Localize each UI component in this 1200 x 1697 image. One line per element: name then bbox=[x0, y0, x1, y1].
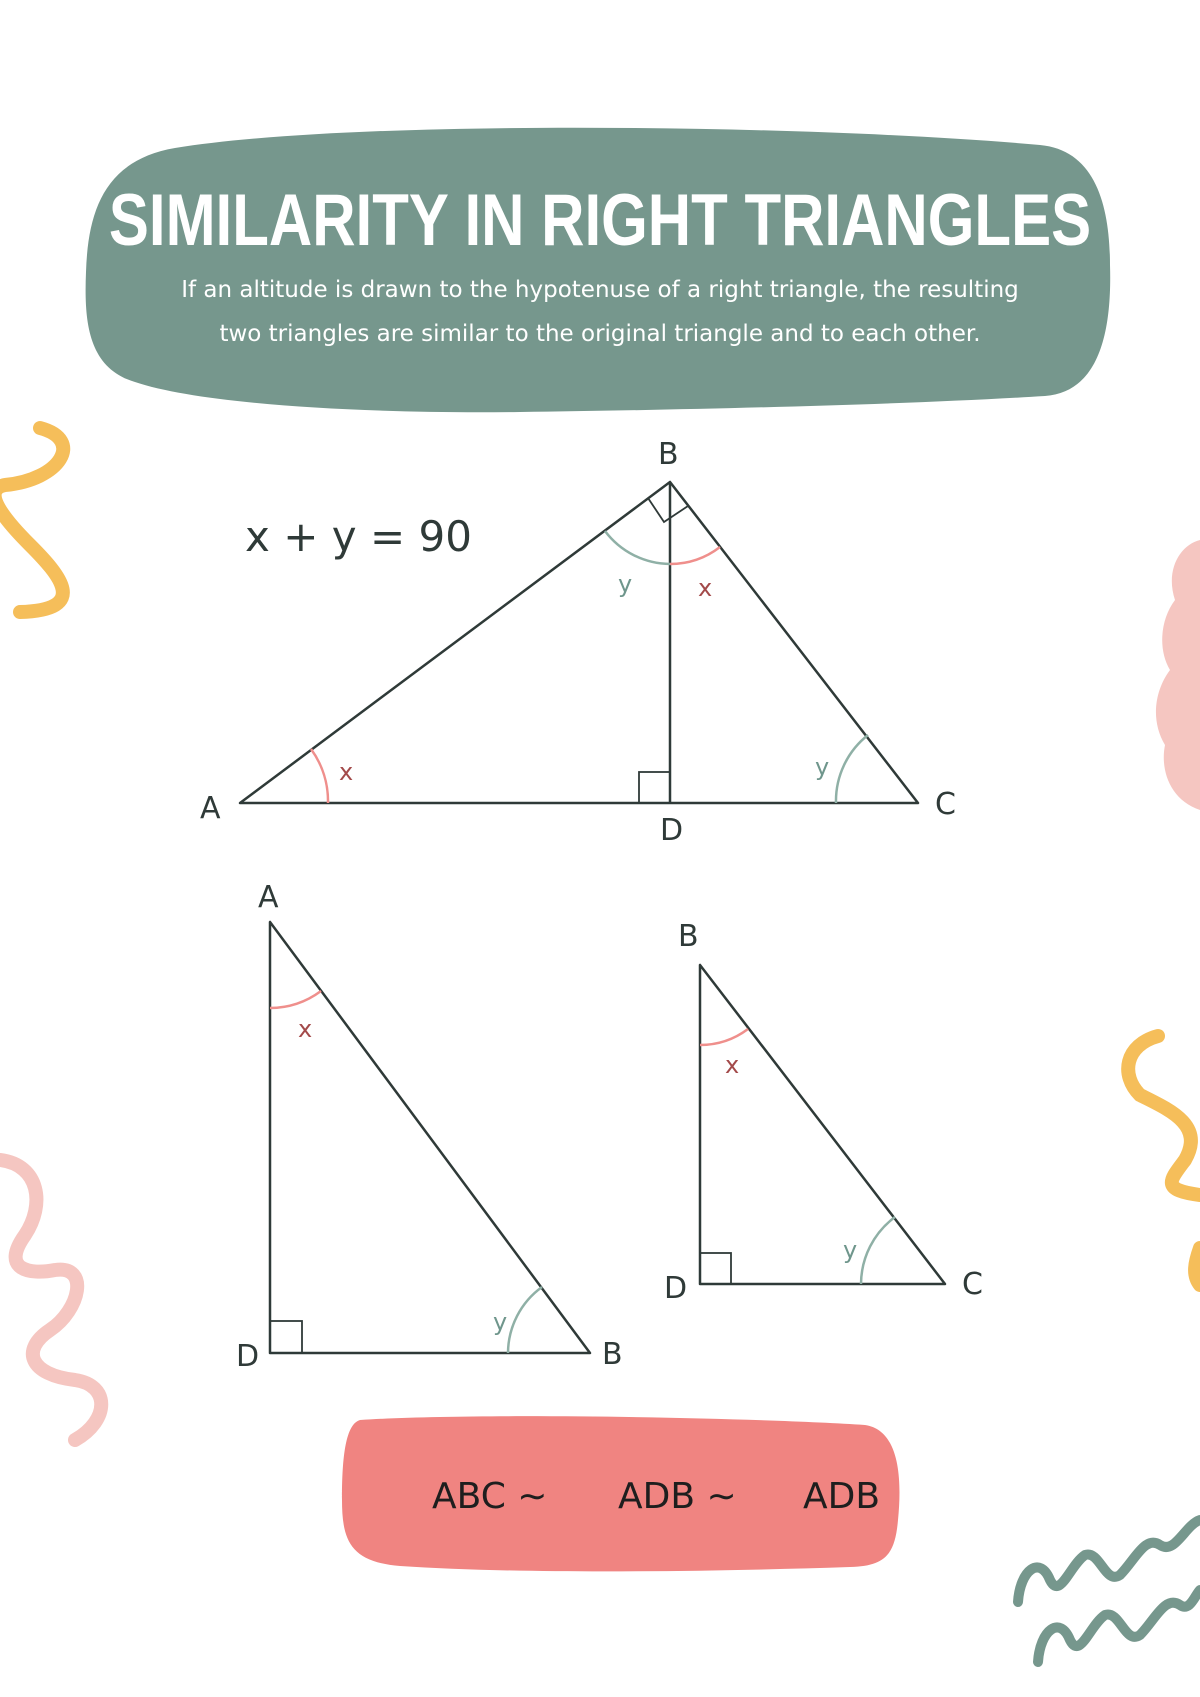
vertex-label-b-adb: B bbox=[602, 1337, 623, 1372]
page-subtitle bbox=[120, 268, 1080, 356]
vertex-label-d: D bbox=[660, 813, 684, 848]
vertex-label-a: A bbox=[200, 791, 221, 826]
angle-arc-x-at-b bbox=[670, 547, 720, 564]
right-angle-mark-b bbox=[648, 498, 688, 522]
angle-label-x-bdc: x bbox=[725, 1051, 740, 1079]
main-triangle bbox=[200, 437, 956, 848]
similarity-term-1: ABC ∼ bbox=[432, 1476, 548, 1517]
right-angle-mark-adb bbox=[270, 1321, 302, 1353]
decor-squiggle-yellow-right-tail bbox=[1195, 1248, 1200, 1285]
subtitle-line-2: two triangles are similar to the original triangle and to each other. bbox=[219, 321, 981, 347]
decor-squiggle-yellow-right bbox=[1128, 1036, 1200, 1195]
triangle-adb bbox=[236, 880, 623, 1374]
angle-label-x-at-b: x bbox=[698, 574, 713, 602]
vertex-label-a-adb: A bbox=[258, 880, 279, 915]
vertex-label-d-adb: D bbox=[236, 1339, 260, 1374]
angle-arc-x-bdc bbox=[700, 1029, 748, 1045]
vertex-label-c-bdc: C bbox=[962, 1267, 983, 1302]
angle-label-y-adb: y bbox=[493, 1308, 508, 1336]
vertex-label-b: B bbox=[658, 437, 679, 472]
decor-squiggle-yellow-left bbox=[0, 428, 63, 612]
angle-arc-y-adb bbox=[508, 1287, 542, 1353]
angle-arc-y-bdc bbox=[861, 1217, 895, 1284]
angle-label-x-adb: x bbox=[298, 1015, 313, 1043]
decor-blob-pink-right bbox=[1156, 540, 1200, 810]
angle-label-y-bdc: y bbox=[843, 1236, 858, 1264]
decor-squiggle-pink-left bbox=[0, 1160, 101, 1440]
vertex-label-d-bdc: D bbox=[664, 1271, 688, 1306]
decor-zigzag-green-top bbox=[1018, 1520, 1200, 1602]
vertex-label-c: C bbox=[935, 787, 956, 822]
right-angle-mark-bdc bbox=[700, 1253, 731, 1284]
angle-arc-x-at-a bbox=[311, 749, 328, 803]
angle-label-x-at-a: x bbox=[339, 758, 354, 786]
right-angle-mark-d bbox=[639, 772, 670, 803]
angle-arc-y-at-c bbox=[836, 735, 868, 803]
angle-label-y-at-b: y bbox=[618, 570, 633, 598]
subtitle-line-1: If an altitude is drawn to the hypotenuse of a right triangle, the resulting bbox=[181, 277, 1019, 303]
angle-label-y-at-c: y bbox=[815, 753, 830, 781]
angle-arc-x-adb bbox=[270, 991, 321, 1008]
vertex-label-b-bdc: B bbox=[678, 919, 699, 954]
decor-zigzag-green-bottom bbox=[1038, 1590, 1200, 1662]
angle-arc-y-at-b bbox=[605, 531, 670, 564]
similarity-term-2: ADB ∼ bbox=[618, 1476, 737, 1517]
similarity-term-3: ADB bbox=[803, 1476, 881, 1517]
triangle-bdc bbox=[664, 919, 983, 1306]
page-title: SIMILARITY IN RIGHT TRIANGLES bbox=[108, 179, 1092, 261]
triangle-bdc-outline bbox=[700, 965, 945, 1284]
angle-sum-equation: x + y = 90 bbox=[245, 512, 472, 561]
